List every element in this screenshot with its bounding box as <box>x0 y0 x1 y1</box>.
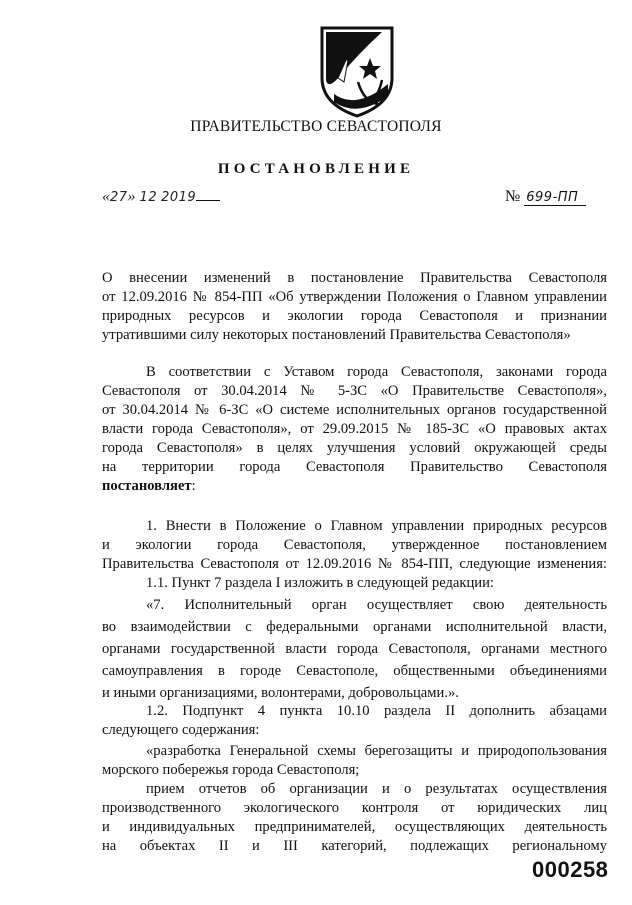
body-line: 1.1. Пункт 7 раздела I изложить в следующей редакции: <box>146 575 494 591</box>
date-year: 2019 <box>161 190 197 205</box>
document-type: ПОСТАНОВЛЕНИЕ <box>217 161 415 177</box>
body-line: Правительства Севастополя от 12.09.2016 № 854-ПП, следующие изменения: <box>102 556 607 572</box>
body-line: 1. Внести в Положение о Главном управлении природных ресурсов <box>146 518 607 534</box>
number-sign: № <box>505 188 521 205</box>
document-date <box>102 188 220 206</box>
preamble-line: В соответствии с Уставом города Севастополя, законами города <box>146 364 607 380</box>
body-line: и иными организациями, волонтерами, добровольцами.». <box>102 685 459 701</box>
preamble-line: от 30.04.2014 № 6-ЗС «О системе исполнительных органов государственной <box>102 402 607 418</box>
body-line: и индивидуальных предпринимателей, осуществляющих деятельность <box>102 819 607 835</box>
body-line: на объектах II и III категорий, подлежащих региональному <box>102 838 607 854</box>
body-line: самоуправления в городе Севастополе, общественными объединениями <box>102 663 607 679</box>
decree-word: постановляет <box>102 478 192 494</box>
body-line: во взаимодействии с федеральными органами исполнительной власти, <box>102 619 607 635</box>
title-line: от 12.09.2016 № 854-ПП «Об утверждении Положения о Главном управлении <box>102 289 607 305</box>
body-line: «разработка Генеральной схемы берегозащиты и природопользования <box>146 743 607 759</box>
date-underline <box>196 199 220 201</box>
body-line: и экологии города Севастополя, утвержденное постановлением <box>102 537 607 553</box>
date-close-quote: » <box>127 188 136 205</box>
body-line: морского побережья города Севастополя; <box>102 762 360 778</box>
title-line: утратившими силу некоторых постановлений Правительства Севастополя» <box>102 327 571 343</box>
preamble-line: Севастополя от 30.04.2014 № 5-ЗС «О Правительстве Севастополя», <box>102 383 607 399</box>
page-stamp-number: 000258 <box>532 857 609 882</box>
body-line: прием отчетов об организации и о результатах осуществления <box>146 781 607 797</box>
date-day: 27 <box>110 190 128 205</box>
decree-colon: : <box>191 478 196 494</box>
title-line: О внесении изменений в постановление Правительства Севастополя <box>102 270 607 286</box>
preamble-line: на территории города Севастополя Правительство Севастополя <box>102 459 607 475</box>
body-line: органами государственной власти города Севастополя, органами местного <box>102 641 607 657</box>
date-open-quote: « <box>102 188 110 205</box>
date-month: 12 <box>139 190 158 205</box>
body-line: «7. Исполнительный орган осуществляет свою деятельность <box>146 597 607 613</box>
title-line: природных ресурсов и экологии города Севастополя и признании <box>102 308 607 324</box>
decree-word-line <box>102 478 607 495</box>
body-line: следующего содержания: <box>102 722 260 738</box>
preamble-line: власти города Севастополя», от 29.09.2015 № 185-ЗС «О правовых актах <box>102 421 607 437</box>
preamble-line: города Севастополя» в целях улучшения условий окружающей среды <box>102 440 607 456</box>
body-line: производственного экологического контроля от юридических лиц <box>102 800 607 816</box>
document-number <box>505 188 586 206</box>
number-value: 699-ПП <box>524 190 586 206</box>
body-line: 1.2. Подпункт 4 пункта 10.10 раздела II дополнить абзацами <box>146 703 607 719</box>
government-name: ПРАВИТЕЛЬСТВО СЕВАСТОПОЛЯ <box>190 118 442 135</box>
coat-of-arms-emblem <box>318 24 396 118</box>
